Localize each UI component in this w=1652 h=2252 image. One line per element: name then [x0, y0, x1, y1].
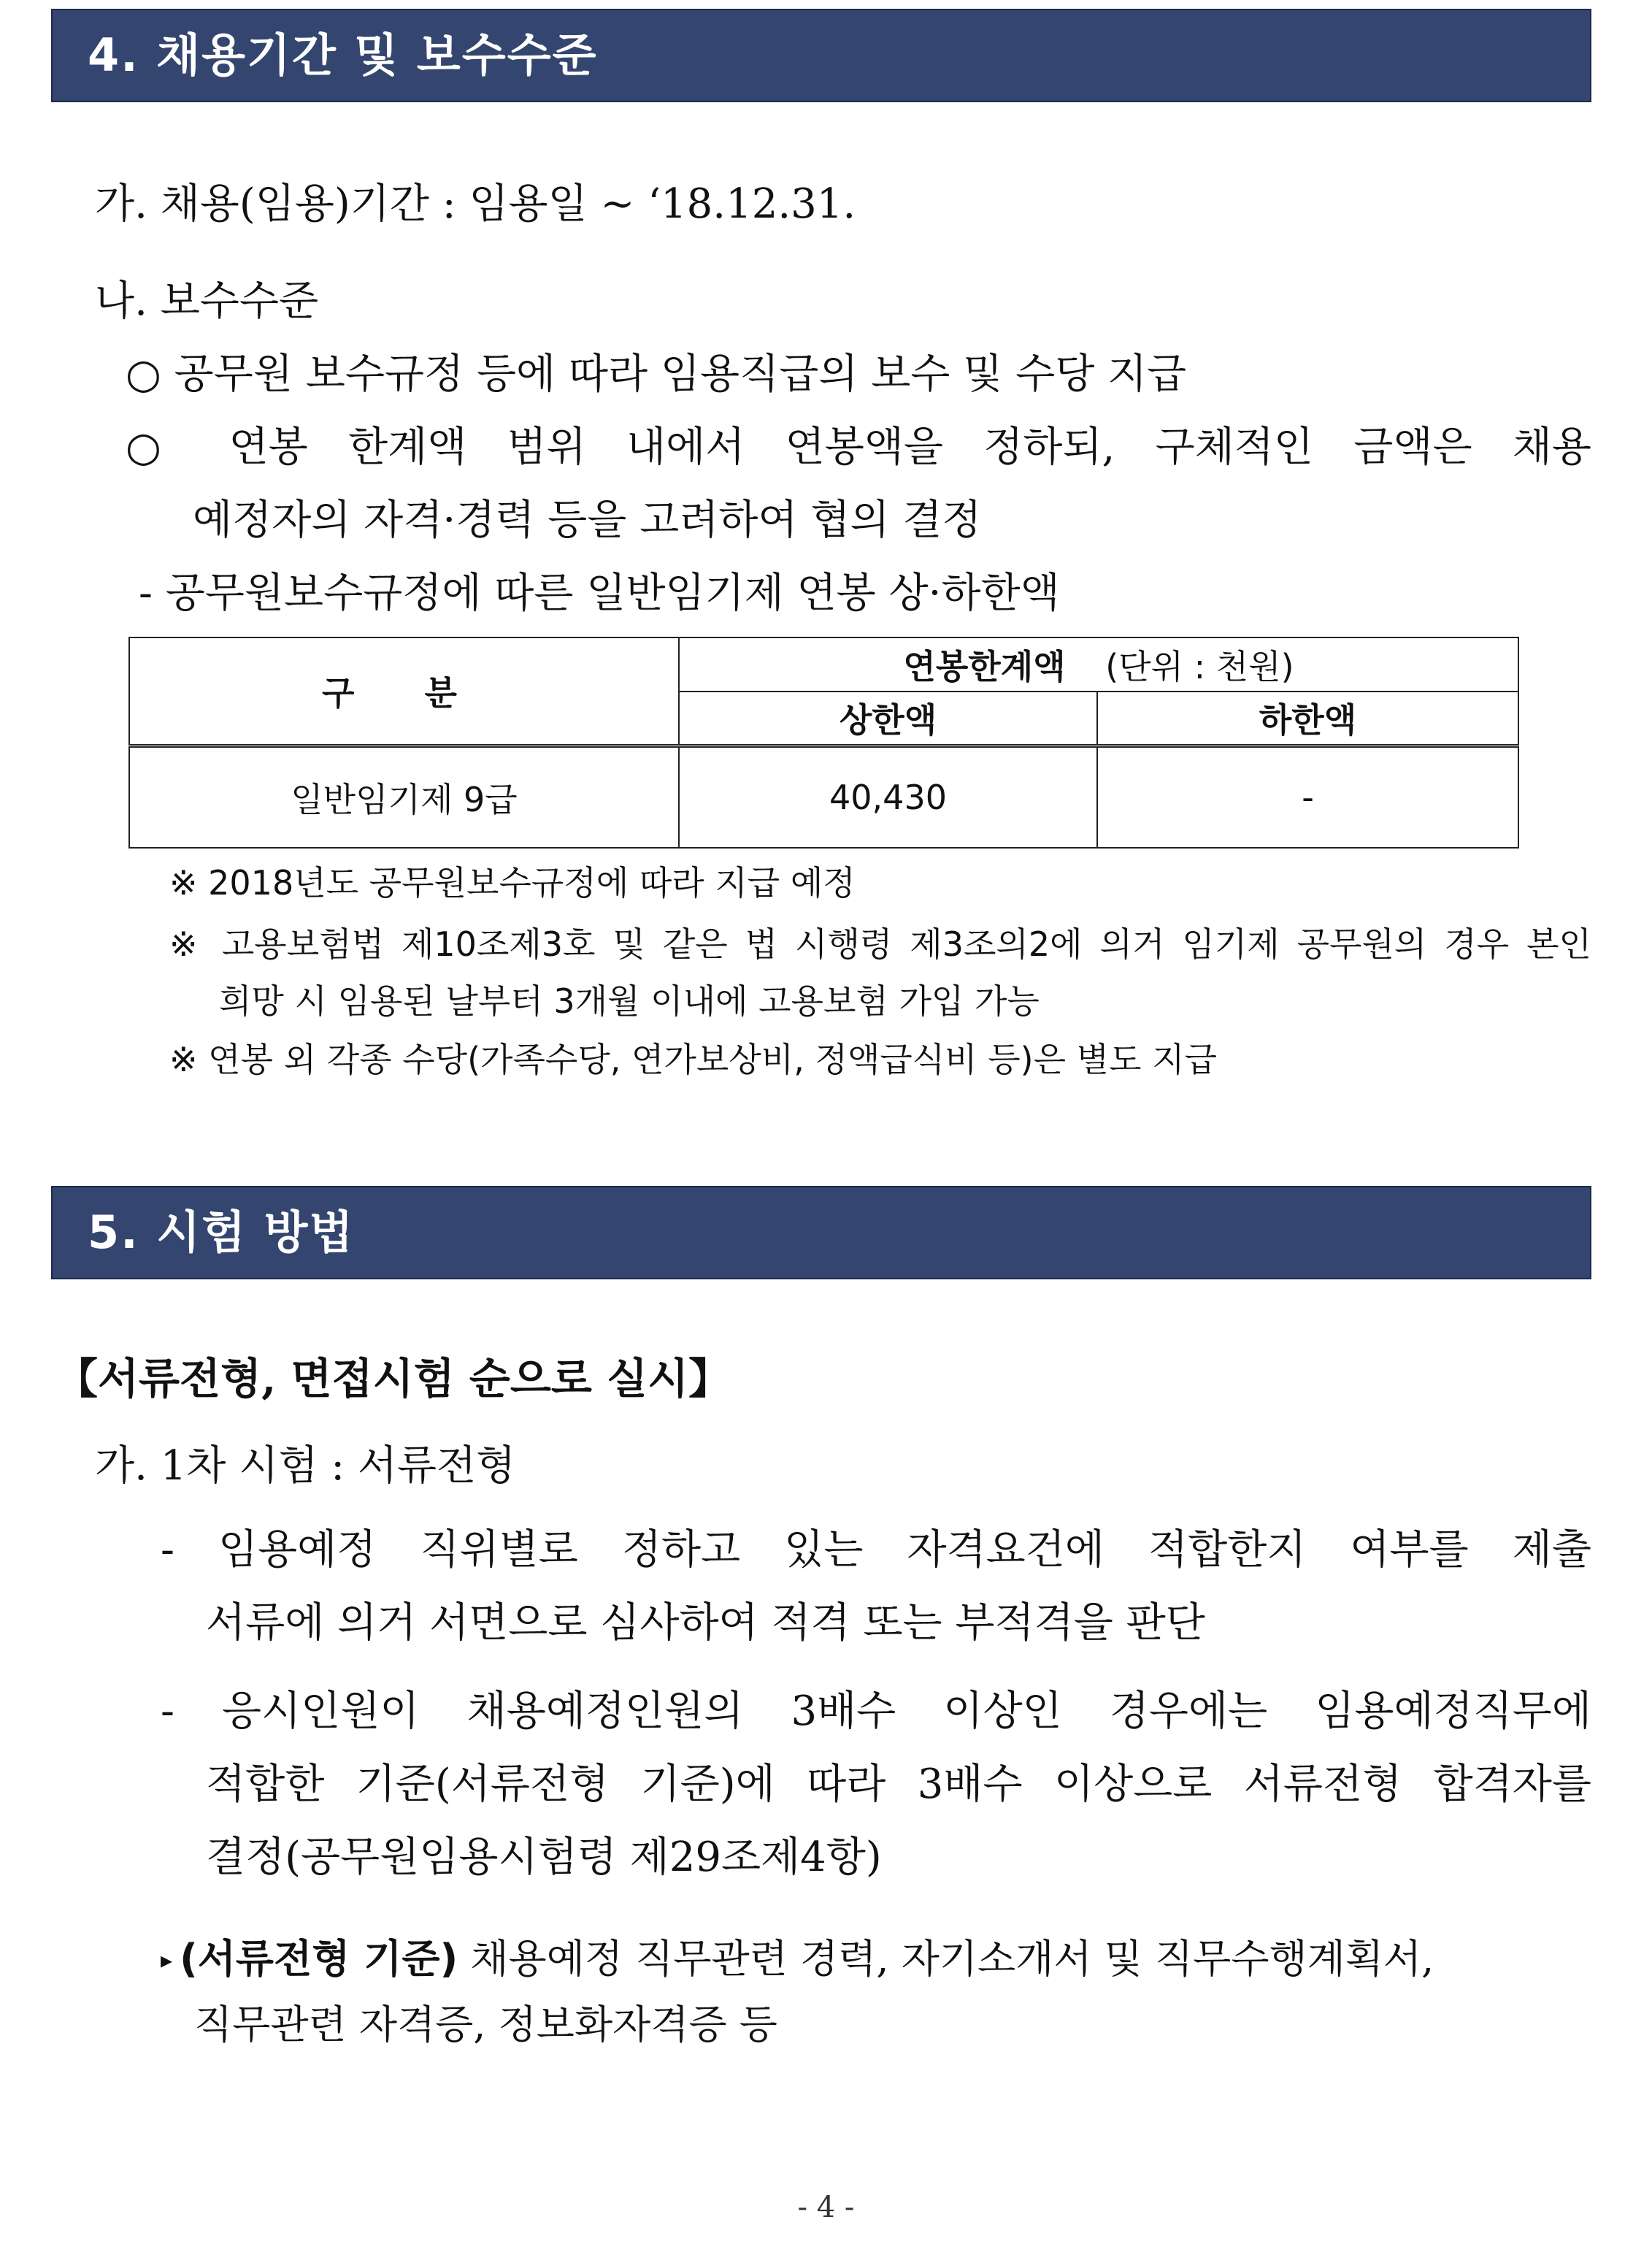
section-4-title: 4. 채용기간 및 보수수준 [88, 28, 598, 82]
pay-bullet-2-line-2: 예정자의 자격·경력 등을 고려하여 협의 결정 [193, 497, 982, 544]
pay-bullet-1: ○ 공무원 보수규정 등에 따라 임용직급의 보수 및 수당 지급 [126, 351, 1187, 398]
first-exam-heading: 가. 1차 시험 : 서류전형 [95, 1442, 516, 1490]
header-salary-limit-label: 연봉한계액 [903, 647, 1066, 686]
applicant-ratio-line-2: 적합한 기준(서류전형 기준)에 따라 3배수 이상으로 서류전형 합격자를 [206, 1761, 1591, 1808]
note-1: ※ 2018년도 공무원보수규정에 따라 지급 예정 [169, 863, 856, 903]
table-row [129, 746, 1518, 848]
section-5-title: 5. 시험 방법 [88, 1206, 355, 1259]
applicant-ratio-line-1: - 응시인원이 채용예정인원의 3배수 이상인 경우에는 임용예정직무에 [161, 1688, 1591, 1735]
applicant-ratio-line-3: 결정(공무원임용시험령 제29조제4항) [206, 1834, 882, 1881]
criteria-text-1: 채용예정 직무관련 경력, 자기소개서 및 직무수행계획서, [470, 1936, 1434, 1982]
salary-limit-table [128, 637, 1519, 849]
cell-grade: 일반임기제 9급 [129, 746, 679, 848]
note-2-line-1: ※ 고용보험법 제10조제3호 및 같은 법 시행령 제3조의2에 의거 임기제 공무원의 경우 본인 [169, 924, 1591, 964]
pay-table-caption: - 공무원보수규정에 따른 일반임기제 연봉 상·하한액 [139, 570, 1060, 617]
cell-upper: 40,430 [679, 746, 1097, 848]
section-4-title-bar [51, 9, 1591, 102]
cell-lower: - [1097, 746, 1518, 848]
header-lower-limit: 하한액 [1097, 692, 1518, 746]
header-category: 구 분 [129, 637, 679, 746]
criteria-line-1 [161, 1934, 1434, 1985]
note-2-line-2: 희망 시 임용된 날부터 3개월 이내에 고용보험 가입 가능 [219, 981, 1040, 1021]
employment-period: 가. 채용(임용)기간 : 임용일 ~ ‘18.12.31. [95, 180, 856, 228]
criteria-line-2: 직무관련 자격증, 정보화자격증 등 [194, 2002, 777, 2048]
doc-screening-line-2: 서류에 의거 서면으로 심사하여 적격 또는 부적격을 판단 [206, 1599, 1205, 1647]
doc-screening-line-1: - 임용예정 직위별로 정하고 있는 자격요건에 적합한지 여부를 제출 [161, 1526, 1591, 1574]
pay-heading: 나. 보수수준 [95, 277, 319, 325]
note-3: ※ 연봉 외 각종 수당(가족수당, 연가보상비, 정액급식비 등)은 별도 지급 [169, 1040, 1218, 1079]
page-number: - 4 - [797, 2191, 855, 2224]
header-salary-limit [679, 637, 1518, 692]
header-unit: (단위 : 천원) [1105, 647, 1294, 686]
pay-bullet-2-line-1: ○ 연봉 한계액 범위 내에서 연봉액을 정하되, 구체적인 금액은 채용 [126, 424, 1591, 471]
triangle-bullet-icon: ▸ [161, 1946, 173, 1974]
exam-order: 【서류전형, 면접시험 순으로 실시】 [55, 1354, 731, 1403]
section-5-title-bar [51, 1186, 1591, 1279]
criteria-label: (서류전형 기준) [180, 1936, 458, 1982]
header-upper-limit: 상한액 [679, 692, 1097, 746]
